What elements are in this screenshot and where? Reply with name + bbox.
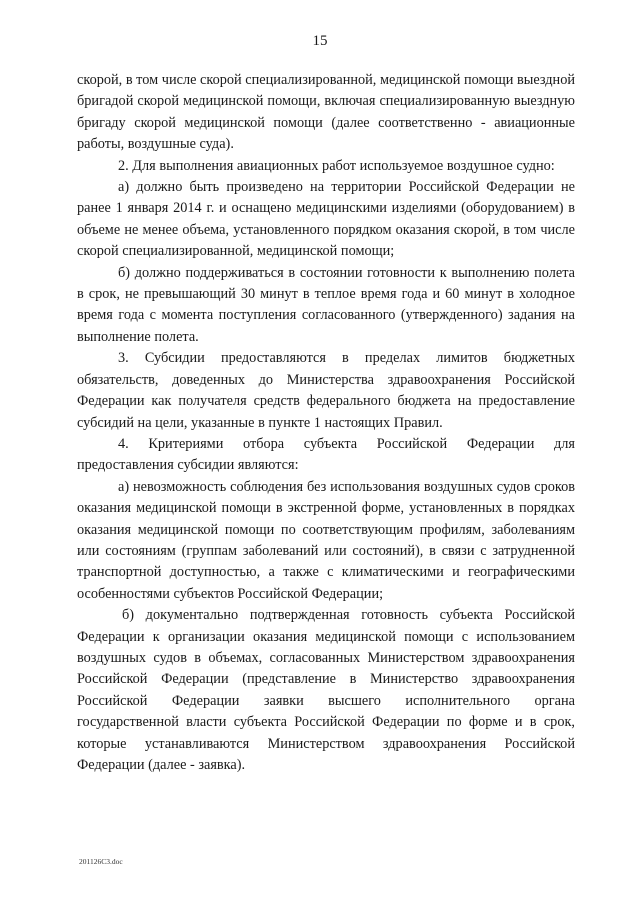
paragraph-item-4b: б) документально подтвержденная готовность субъекта Российской Федерации к организации оказания медицинской помощи с использованием воздушных судов в объемах, согласованных Министерством здравоохранения Российской Федерации (представление в Министерство здравоохранения Российской Федерации заявки высшего исполнительного органа государственной власти субъекта Российской Федерации по форме и в срок, которые устанавливаются Министерством здравоохранения Российской Федерации (далее - заявка). <box>77 607 575 773</box>
paragraph-item-3: 3. Субсидии предоставляются в пределах лимитов бюджетных обязательств, доведенных до Министерства здравоохранения Российской Федерации как получателя средств федерального бюджета на предоставление субсидий на цели, указанные в пункте 1 настоящих Правил. <box>77 350 575 431</box>
document-body <box>77 70 575 776</box>
paragraph-item-2: 2. Для выполнения авиационных работ используемое воздушное судно: <box>118 157 555 174</box>
file-name-footer: 201126C3.doc <box>79 857 123 866</box>
page-number: 15 <box>312 33 328 49</box>
paragraph-item-4a: а) невозможность соблюдения без использования воздушных судов сроков оказания медицинской помощи в экстренной форме, установленных в порядках оказания медицинской помощи по соответствующим профилям, заболеваниям или состояниям (группам заболеваний или состояний), в связи с затрудненной транспортной доступностью, а также с климатическими и географическими особенностями субъектов Российской Федерации; <box>77 478 575 602</box>
paragraph-item-2b: б) должно поддерживаться в состоянии готовности к выполнению полета в срок, не превышающий 30 минут в теплое время года и 60 минут в холодное время года с момента поступления согласованного (утвержденного) задания на выполнение полета. <box>77 264 575 345</box>
paragraph-item-4: 4. Критериями отбора субъекта Российской Федерации для предоставления субсидии являются: <box>77 435 575 474</box>
paragraph-continuation: скорой, в том числе скорой специализированной, медицинской помощи выездной бригадой скорой медицинской помощи, включая специализированную выездную бригаду скорой медицинской помощи (далее соответственно - авиационные работы, воздушные суда). <box>77 72 575 153</box>
paragraph-item-2a: а) должно быть произведено на территории Российской Федерации не ранее 1 января 2014 г. и оснащено медицинскими изделиями (оборудованием) в объеме не менее объема, установленного порядком оказания скорой, в том числе скорой специализированной, медицинской помощи; <box>77 179 575 260</box>
